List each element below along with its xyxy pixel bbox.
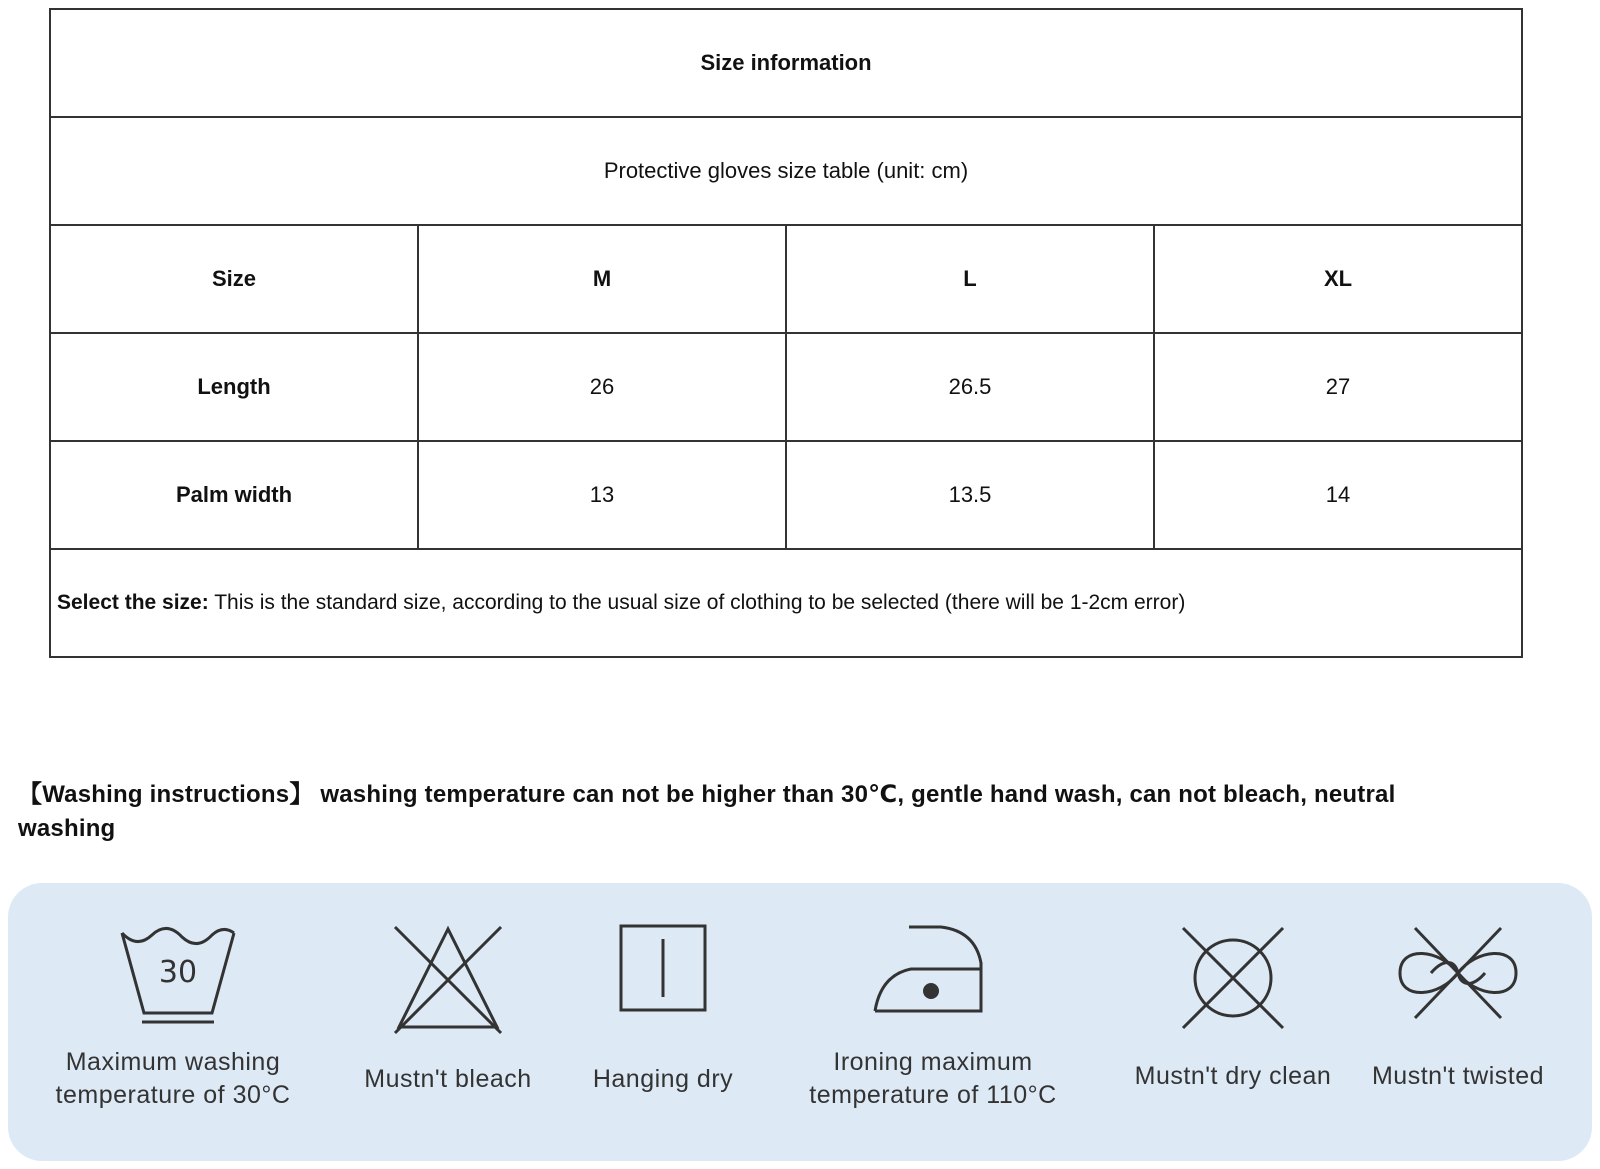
no-dry-clean-icon: [1178, 923, 1288, 1033]
table-title: Size information: [50, 9, 1522, 117]
care-symbols-panel: [8, 883, 1592, 1161]
care-label-no-wring: Mustn't twisted: [1371, 1062, 1545, 1090]
header-cell-size: Size: [50, 225, 418, 333]
care-label-wash-30: [28, 1046, 318, 1112]
table-row: [50, 333, 1522, 441]
length-xl-cell: 27: [1154, 333, 1522, 441]
care-label-line: Ironing maximum: [833, 1048, 1033, 1076]
table-title-row: [50, 9, 1522, 117]
row-label-palm-width: Palm width: [50, 441, 418, 549]
care-item-wash-30: [28, 883, 318, 1161]
care-label-line: temperature of 30°C: [55, 1081, 291, 1109]
length-m-cell: 26: [418, 333, 786, 441]
no-bleach-icon: [391, 923, 505, 1035]
palm-l-cell: 13.5: [786, 441, 1154, 549]
table-note-row: [50, 549, 1522, 657]
care-label-line: temperature of 110°C: [809, 1081, 1057, 1109]
length-l-cell: 26.5: [786, 333, 1154, 441]
size-note-text: This is the standard size, according to the usual size of clothing to be selected (there will be 1-2cm error): [208, 591, 1186, 614]
table-row: [50, 441, 1522, 549]
care-label-no-bleach: Mustn't bleach: [364, 1065, 532, 1093]
care-label-line: Maximum washing: [65, 1048, 281, 1076]
table-subtitle-row: [50, 117, 1522, 225]
care-item-no-wring: [1353, 883, 1563, 1161]
header-cell-l: L: [786, 225, 1154, 333]
care-label-hang-dry: Hanging dry: [592, 1065, 734, 1093]
size-note-lead: Select the size:: [57, 591, 209, 614]
care-item-no-bleach: [353, 883, 543, 1161]
care-item-hang-dry: [578, 883, 748, 1161]
washing-instructions: 【Washing instructions】 washing temperature can not be higher than 30℃, gentle hand wash, can not bleach, neutral washing: [18, 781, 1396, 842]
header-cell-xl: XL: [1154, 225, 1522, 333]
wash-30-icon: [118, 923, 238, 1028]
care-item-no-dry-clean: [1118, 883, 1348, 1161]
hang-dry-icon: [618, 923, 708, 1013]
care-label-no-dry-clean: Mustn't dry clean: [1134, 1062, 1332, 1090]
header-cell-m: M: [418, 225, 786, 333]
wash-temperature-number: 30: [158, 955, 198, 990]
care-item-iron-110: [793, 883, 1073, 1161]
palm-xl-cell: 14: [1154, 441, 1522, 549]
palm-m-cell: 13: [418, 441, 786, 549]
table-subtitle: Protective gloves size table (unit: cm): [50, 117, 1522, 225]
size-table: [49, 8, 1523, 658]
iron-110-icon: [871, 923, 986, 1018]
table-header-row: [50, 225, 1522, 333]
no-wring-icon: [1395, 923, 1521, 1023]
size-note: [50, 549, 1522, 657]
row-label-length: Length: [50, 333, 418, 441]
care-label-iron-110: [793, 1046, 1073, 1112]
